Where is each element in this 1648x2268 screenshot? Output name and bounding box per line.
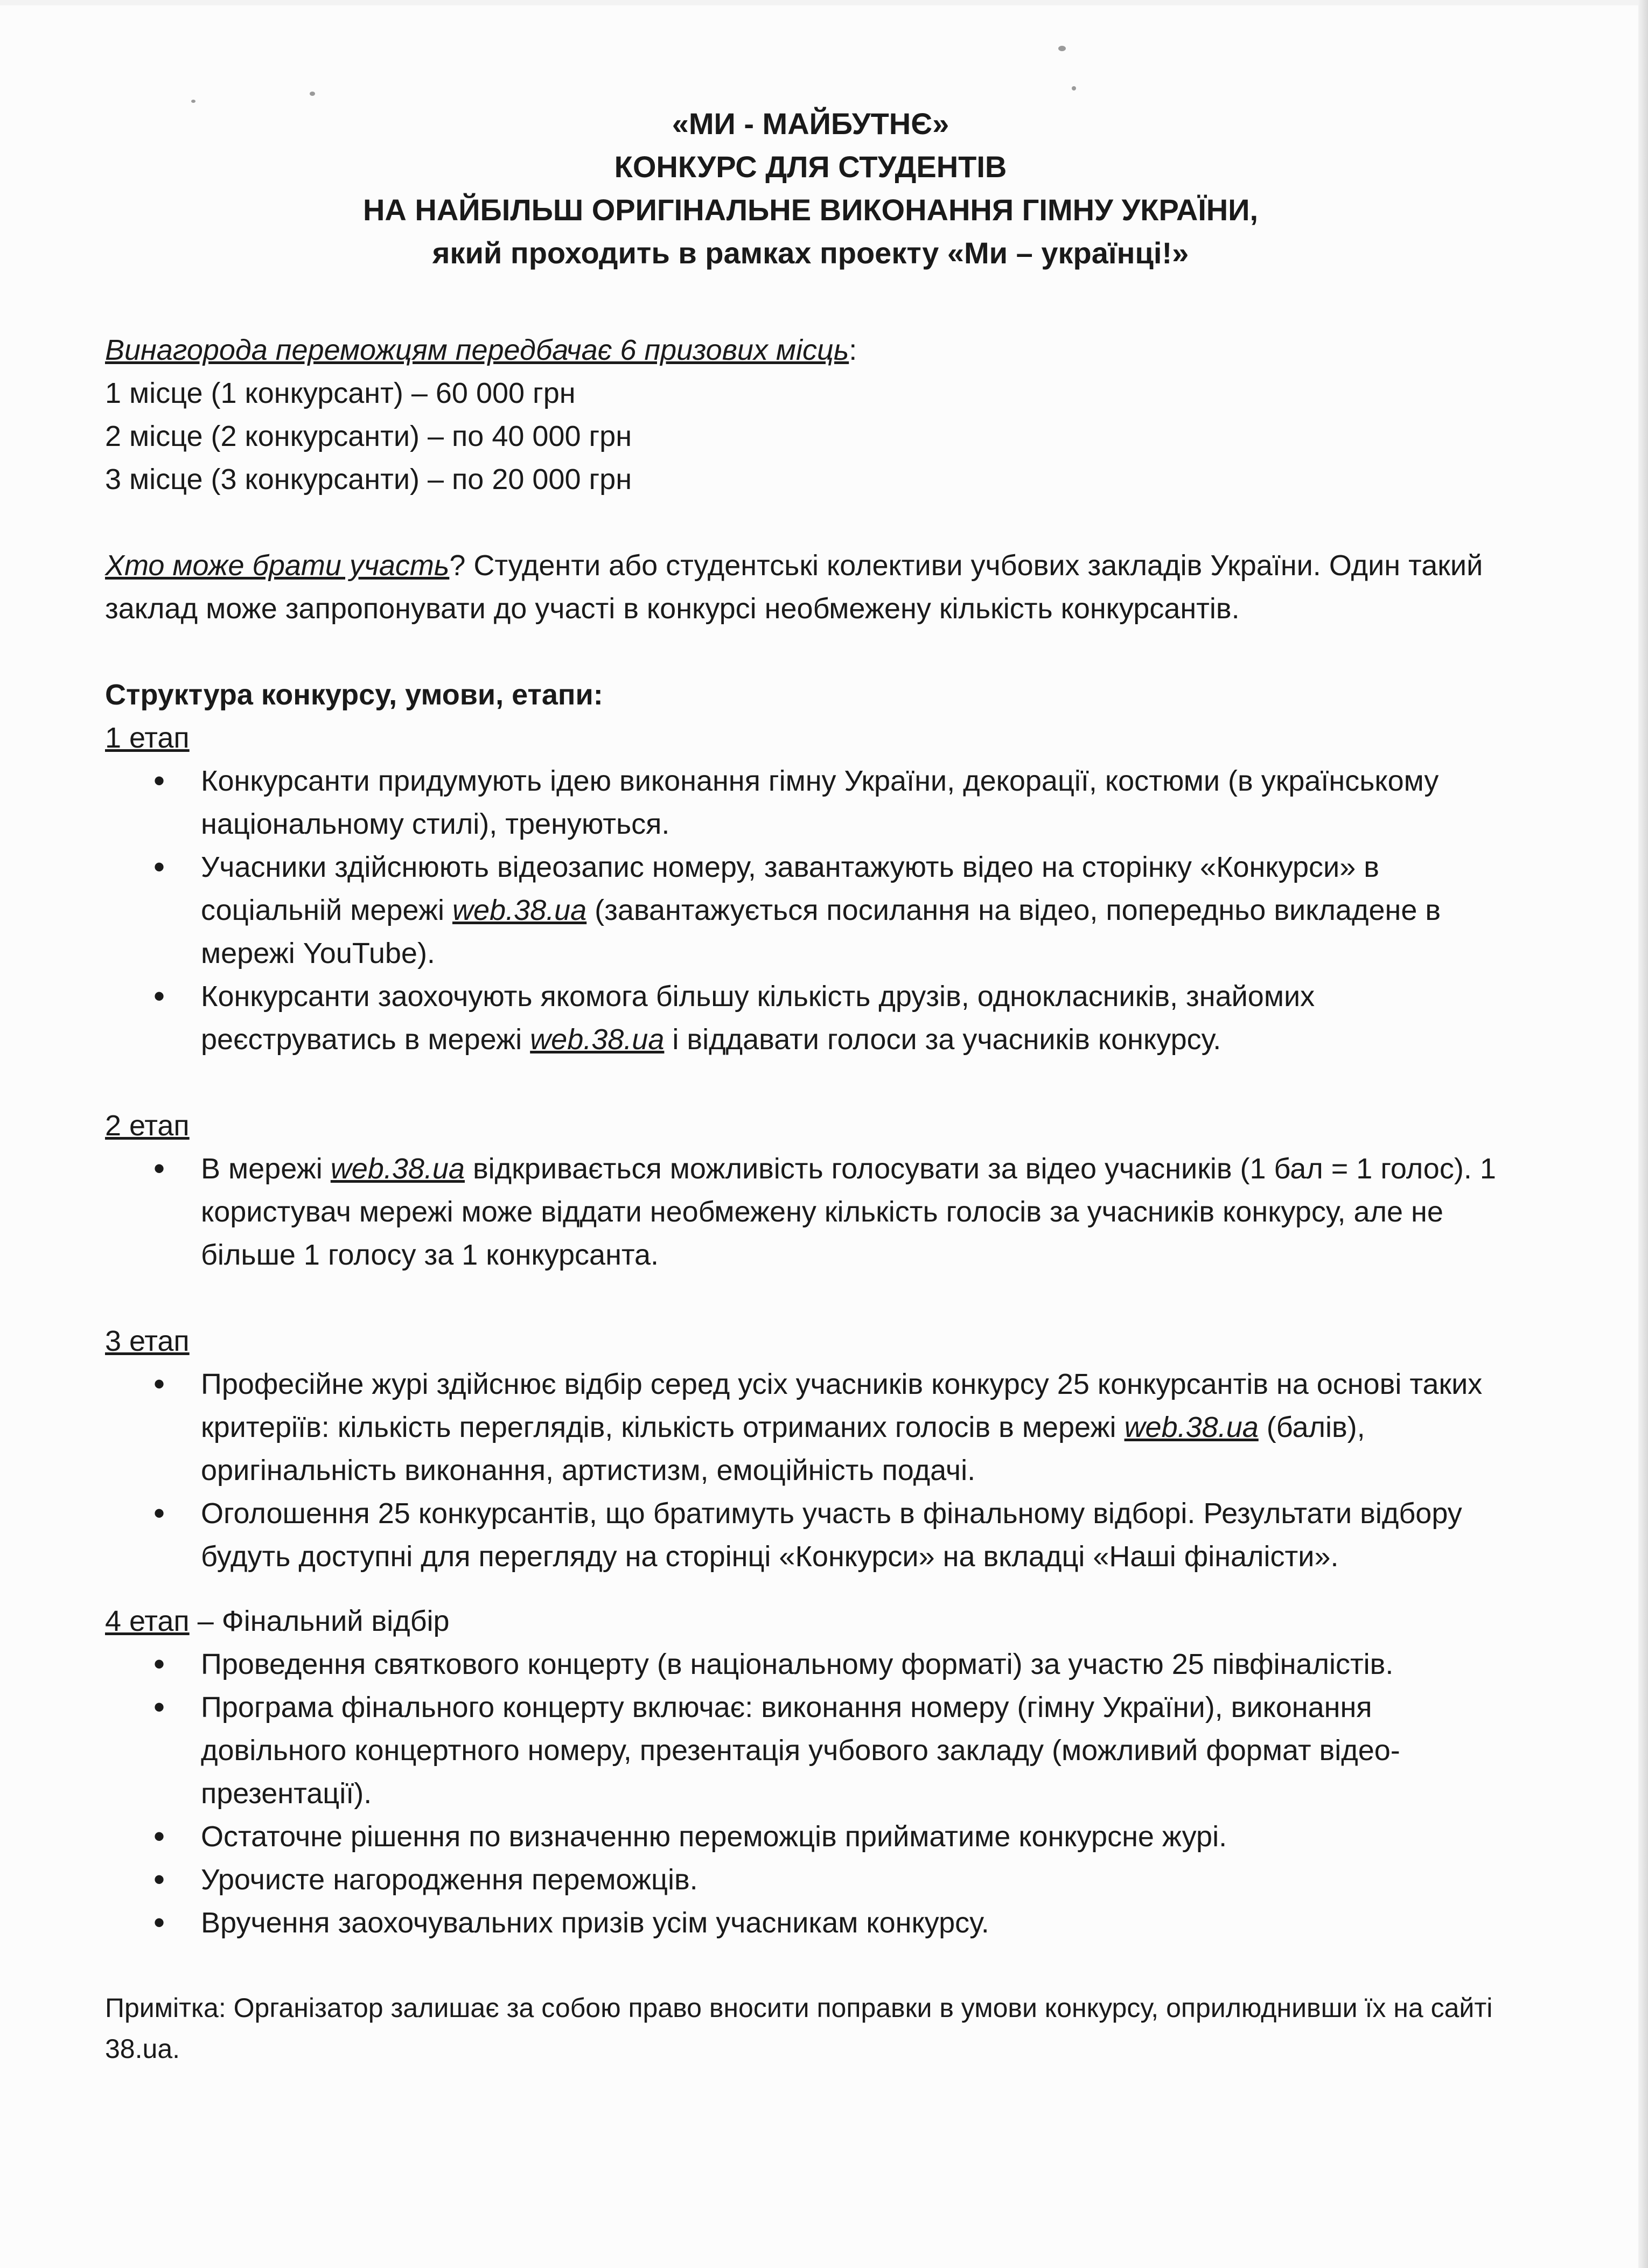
prizes-heading-suffix: : — [849, 334, 857, 366]
stage4-heading — [105, 1600, 1516, 1643]
stage-label: 4 етап — [105, 1605, 190, 1637]
stage-label: 3 етап — [105, 1325, 190, 1357]
who-section — [105, 544, 1516, 630]
list-item — [105, 846, 1516, 975]
title-line: КОНКУРС ДЛЯ СТУДЕНТІВ — [614, 150, 1007, 184]
document-body — [105, 102, 1516, 2069]
list-item — [105, 1363, 1516, 1492]
list-item-text: В мережі — [201, 1153, 331, 1185]
prizes-heading-text: Винагорода переможцям передбачає 6 призових місць — [105, 334, 849, 366]
scan-edge-right — [1638, 0, 1648, 2268]
stage4-block — [105, 1600, 1516, 1944]
list-item: • Програма фінального концерту включає: виконання номеру (гімну України), виконання довільного концертного номеру, презентація учбового закладу (можливий формат відео-презентації). — [105, 1686, 1516, 1815]
prize-line: 3 місце (3 конкурсанти) – по 20 000 грн — [105, 463, 632, 496]
who-text: ? Студенти або студентські колективи учбових закладів України. Один такий заклад може запропонувати до участі в конкурсі необмежену кількість конкурсантів. — [105, 549, 1483, 625]
list-item — [105, 975, 1516, 1061]
list-item-text: відкривається можливість голосувати за відео учасників (1 бал = 1 голос). 1 користувач мережі може віддати необмежену кількість голосів за учасників конкурсу, але не більше 1 голосу за 1 конкурсанта. — [201, 1153, 1496, 1271]
stage4-list — [105, 1643, 1516, 1944]
scan-edge-top — [0, 0, 1648, 5]
stage-label: 2 етап — [105, 1109, 190, 1142]
who-heading: Хто може брати участь — [105, 549, 450, 582]
list-item: • Проведення святкового концерту (в національному форматі) за участю 25 півфіналістів. — [105, 1643, 1516, 1686]
web-link[interactable]: web.38.ua — [330, 1153, 465, 1185]
list-item-text: Учасники здійснюють відеозапис номеру, завантажують відео на сторінку «Конкурси» в соціальній мережі — [201, 851, 1379, 926]
title-line: який проходить в рамках проекту «Ми – українці!» — [432, 236, 1189, 270]
prizes-heading — [105, 329, 1516, 372]
list-item-text: (балів), оригінальність виконання, артистизм, емоційність подачі. — [201, 1411, 1365, 1487]
stage-label: 1 етап — [105, 722, 190, 754]
document-title — [105, 102, 1516, 275]
web-link[interactable]: web.38.ua — [1124, 1411, 1259, 1443]
scan-speck — [1058, 46, 1066, 51]
stage-label-suffix: – Фінальний відбір — [189, 1605, 450, 1637]
stage3-list — [105, 1363, 1516, 1578]
list-item: • Остаточне рішення по визначенню переможців прийматиме конкурсне журі. — [105, 1815, 1516, 1858]
structure-heading: Структура конкурсу, умови, етапи: — [105, 679, 603, 711]
list-item-text: і віддавати голоси за учасників конкурсу. — [664, 1023, 1221, 1056]
stage3-block — [105, 1320, 1516, 1578]
web-link[interactable]: web.38.ua — [452, 894, 587, 926]
stage2-list — [105, 1147, 1516, 1276]
who-paragraph — [105, 544, 1516, 630]
list-item-text: (завантажується посилання на відео, попередньо викладене в мережі YouTube). — [201, 894, 1441, 969]
footnote: Примітка: Організатор залишає за собою право вносити поправки в умови конкурсу, оприлюднивши їх на сайті 38.ua. — [105, 1993, 1493, 2064]
title-line: НА НАЙБІЛЬШ ОРИГІНАЛЬНЕ ВИКОНАННЯ ГІМНУ УКРАЇНИ, — [362, 193, 1259, 227]
scan-speck — [1072, 86, 1076, 90]
list-item: • Конкурсанти придумують ідею виконання гімну України, декорації, костюми (в українському національному стилі), тренуються. — [105, 759, 1516, 846]
list-item-text: Конкурсанти заохочують якомога більшу кількість друзів, однокласників, знайомих реєструватись в мережі — [201, 980, 1315, 1056]
prize-line: 1 місце (1 конкурсант) – 60 000 грн — [105, 377, 576, 409]
list-item: • Урочисте нагородження переможців. — [105, 1858, 1516, 1901]
scan-speck — [310, 92, 315, 96]
list-item: • Вручення заохочувальних призів усім учасникам конкурсу. — [105, 1901, 1516, 1944]
stage2-block — [105, 1104, 1516, 1276]
web-link[interactable]: web.38.ua — [530, 1023, 665, 1056]
list-item-text: Професійне журі здійснює відбір серед усіх учасників конкурсу 25 конкурсантів на основі таких критеріїв: кількість переглядів, кількість отриманих голосів в мережі — [201, 1368, 1483, 1443]
structure-section — [105, 673, 1516, 1944]
stage1-list — [105, 759, 1516, 1061]
list-item — [105, 1147, 1516, 1276]
list-item: • Оголошення 25 конкурсантів, що братимуть участь в фінальному відборі. Результати відбору будуть доступні для перегляду на сторінці «Конкурси» на вкладці «Наші фіналісти». — [105, 1492, 1516, 1578]
prizes-section — [105, 329, 1516, 501]
title-line: «МИ - МАЙБУТНЄ» — [672, 107, 949, 141]
prize-line: 2 місце (2 конкурсанти) – по 40 000 грн — [105, 420, 632, 452]
